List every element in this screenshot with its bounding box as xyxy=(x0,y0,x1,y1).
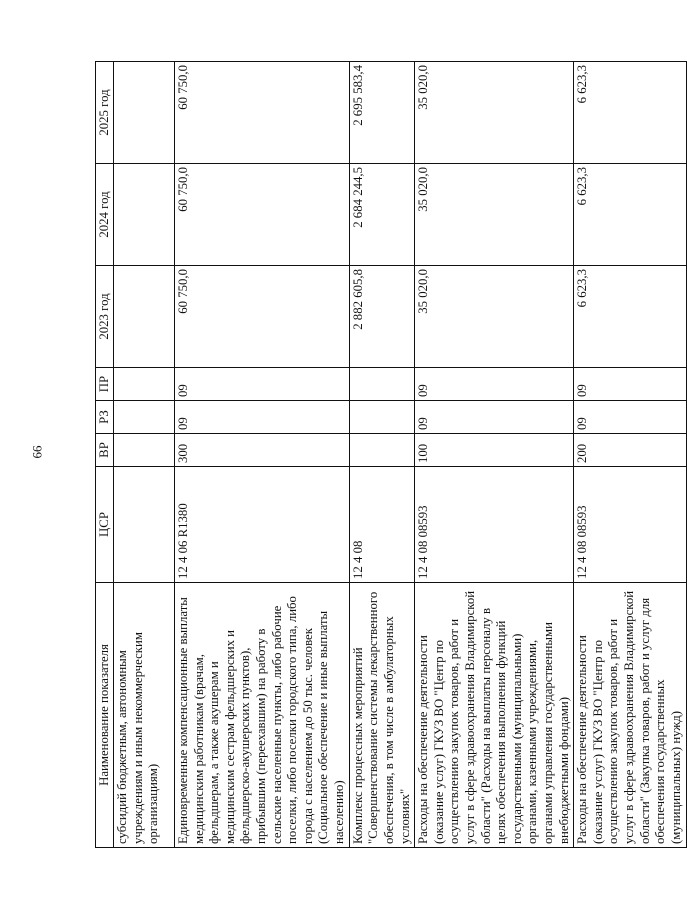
row-2024: 60 750,0 xyxy=(175,164,350,266)
rotated-table-container xyxy=(95,62,683,848)
row-vr: 200 xyxy=(574,434,686,467)
row-pr: 09 xyxy=(415,368,574,401)
table-row xyxy=(574,62,686,848)
row-2025: 35 020,0 xyxy=(415,62,574,164)
header-rz: РЗ xyxy=(96,401,114,434)
budget-table xyxy=(95,61,687,848)
row-2025: 60 750,0 xyxy=(175,62,350,164)
header-vr: ВР xyxy=(96,434,114,467)
header-2024: 2024 год xyxy=(96,164,114,266)
row-2023: 35 020,0 xyxy=(415,266,574,368)
row-csr: 12 4 08 xyxy=(349,467,414,583)
row-pr: 09 xyxy=(574,368,686,401)
row-vr xyxy=(114,434,175,467)
row-2025 xyxy=(114,62,175,164)
row-name: Расходы на обеспечение деятельности (оказание услуг) ГКУЗ ВО "Центр по осуществлению закупок товаров, работ и услуг в сфере здравоохранения Владимирской области" (Расходы на выплаты персоналу в целях обеспечения выполнения функций государственными (муниципальными) органами, казенными учреждениями, органами управления государственными внебюджетными фондами) xyxy=(415,583,574,848)
table-row xyxy=(175,62,350,848)
row-pr xyxy=(114,368,175,401)
row-2025: 2 695 583,4 xyxy=(349,62,414,164)
row-rz: 09 xyxy=(574,401,686,434)
row-rz xyxy=(349,401,414,434)
header-2023: 2023 год xyxy=(96,266,114,368)
row-2024: 6 623,3 xyxy=(574,164,686,266)
row-2024 xyxy=(114,164,175,266)
row-csr: 12 4 08 08593 xyxy=(574,467,686,583)
row-csr xyxy=(114,467,175,583)
page-number: 66 xyxy=(29,445,45,459)
row-2023: 6 623,3 xyxy=(574,266,686,368)
row-2025: 6 623,3 xyxy=(574,62,686,164)
row-vr xyxy=(349,434,414,467)
row-2023 xyxy=(114,266,175,368)
row-name: Расходы на обеспечение деятельности (оказание услуг) ГКУЗ ВО "Центр по осуществлению закупок товаров, работ и услуг в сфере здравоохранения Владимирской области" (Закупка товаров, работ и услуг для обеспечения государственных (муниципальных) нужд) xyxy=(574,583,686,848)
row-name: Единовременные компенсационные выплаты медицинским работникам (врачам, фельдшерам, а также акушерам и медицинским сестрам фельдшерских и фельдшерско-акушерских пунктов), прибывшим (переехавшим) на работу в сельские населенные пункты, либо рабочие поселки, либо поселки городского типа, либо города с населением до 50 тыс. человек (Социальное обеспечение и иные выплаты населению) xyxy=(175,583,350,848)
row-vr: 100 xyxy=(415,434,574,467)
table-header-row xyxy=(96,62,114,848)
row-pr xyxy=(349,368,414,401)
row-rz: 09 xyxy=(175,401,350,434)
row-2024: 2 684 244,5 xyxy=(349,164,414,266)
row-2023: 2 882 605,8 xyxy=(349,266,414,368)
header-name: Наименование показателя xyxy=(96,583,114,848)
row-csr: 12 4 08 08593 xyxy=(415,467,574,583)
row-name: субсидий бюджетным, автономным учреждениям и иным некоммерческим организациям) xyxy=(114,583,175,848)
row-2023: 60 750,0 xyxy=(175,266,350,368)
header-pr: ПР xyxy=(96,368,114,401)
table-row xyxy=(114,62,175,848)
header-2025: 2025 год xyxy=(96,62,114,164)
row-2024: 35 020,0 xyxy=(415,164,574,266)
table-row xyxy=(349,62,414,848)
row-pr: 09 xyxy=(175,368,350,401)
table-row xyxy=(415,62,574,848)
row-rz: 09 xyxy=(415,401,574,434)
row-name: Комплекс процессных мероприятий "Совершенствование системы лекарственного обеспечения, в том числе в амбулаторных условиях" xyxy=(349,583,414,848)
header-csr: ЦСР xyxy=(96,467,114,583)
row-vr: 300 xyxy=(175,434,350,467)
row-rz xyxy=(114,401,175,434)
row-csr: 12 4 06 R1380 xyxy=(175,467,350,583)
